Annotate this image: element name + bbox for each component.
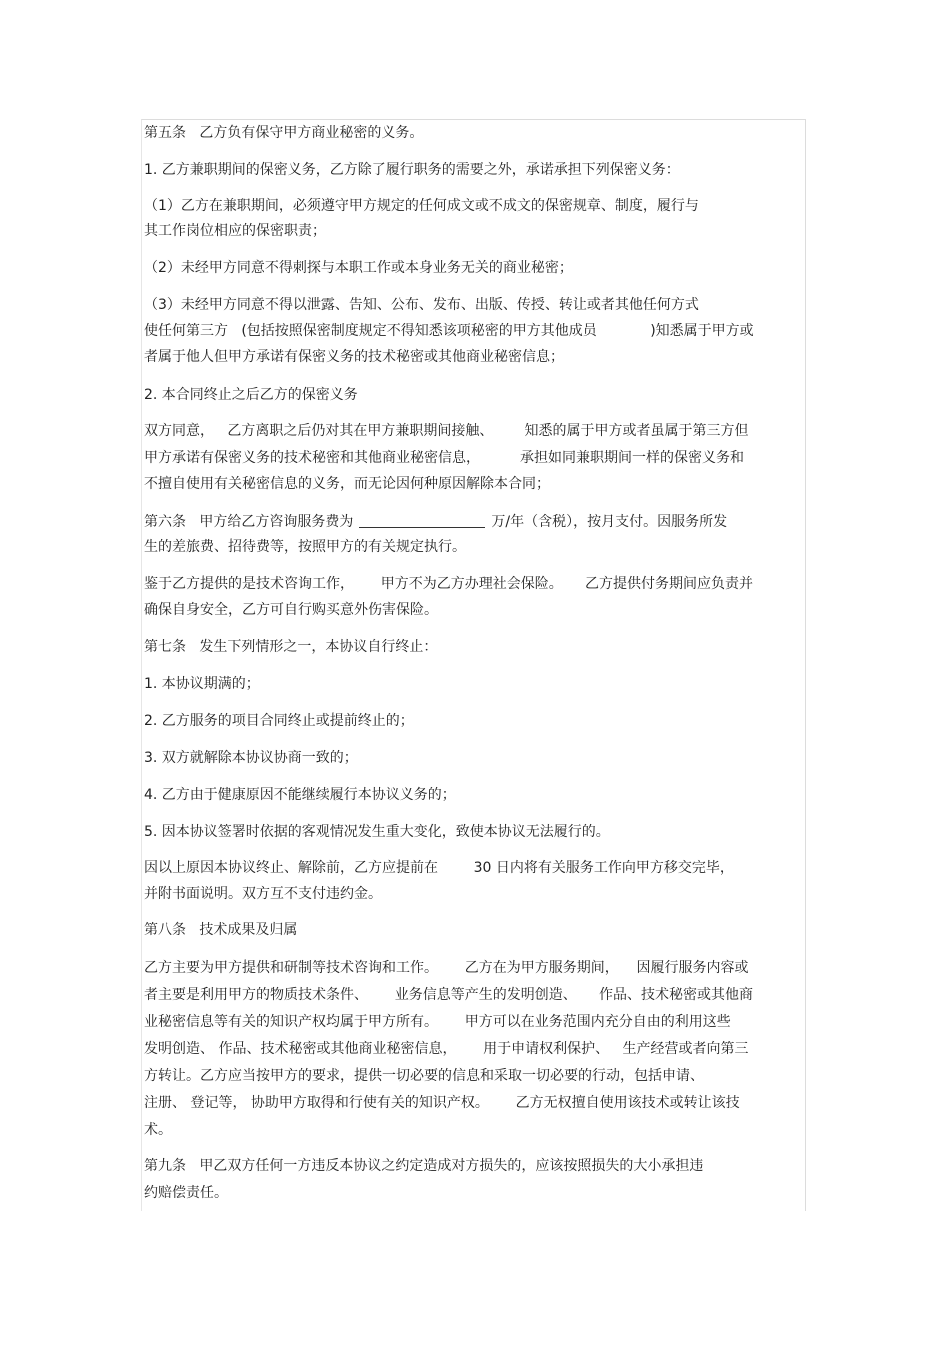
article-7-title: 第七条 发生下列情形之一，本协议自行终止： (144, 639, 438, 655)
article-6-line1 (144, 511, 727, 532)
clause-5-2-text-line3: 不擅自使用有关秘密信息的义务，而无论因何种原因解除本合同； (144, 476, 550, 492)
clause-5-2-text-line1: 双方同意， 乙方离职之后仍对其在甲方兼职期间接触、 知悉的属于甲方或者虽属于第三方但 (144, 423, 749, 439)
article-8-line4: 发明创造、 作品、技术秘密或其他商业秘密信息， 用于申请权利保护、 生产经营或者向第三 (144, 1041, 749, 1057)
termination-note-line1: 因以上原因本协议终止、解除前，乙方应提前在 30 日内将有关服务工作向甲方移交完毕， (144, 860, 734, 876)
insurance-line2: 确保自身安全，乙方可自行购买意外伤害保险。 (144, 602, 438, 618)
termination-note-line2: 并附书面说明。双方互不支付违约金。 (144, 886, 382, 902)
article-8-title: 第八条 技术成果及归属 (144, 922, 298, 938)
article-7-item-3: 3. 双方就解除本协议协商一致的； (144, 750, 358, 766)
clause-5-1-3-line1: （3）未经甲方同意不得以泄露、告知、公布、发布、出版、传授、转让或者其他任何方式 (144, 297, 699, 313)
clause-5-1-3-line3: 者属于他人但甲方承诺有保密义务的技术秘密或其他商业秘密信息； (144, 349, 564, 365)
fee-blank-field (359, 511, 485, 528)
article-8-line5: 方转让。乙方应当按甲方的要求，提供一切必要的信息和采取一切必要的行动，包括申请、 (144, 1068, 704, 1084)
article-5-title: 第五条 乙方负有保守甲方商业秘密的义务。 (144, 125, 424, 141)
article-8-line6: 注册、 登记等， 协助甲方取得和行使有关的知识产权。 乙方无权擅自使用该技术或转让该技 (144, 1095, 740, 1111)
article-6-prefix: 第六条 甲方给乙方咨询服务费为 (144, 514, 354, 530)
clause-5-2-text-line2: 甲方承诺有保密义务的技术秘密和其他商业秘密信息， 承担如同兼职期间一样的保密义务和 (144, 450, 745, 466)
article-6-suffix: 万/年（含税），按月支付。因服务所发 (491, 514, 728, 530)
article-8-line2: 者主要是利用甲方的物质技术条件、 业务信息等产生的发明创造、 作品、技术秘密或其他商 (144, 987, 753, 1003)
clause-5-1-1-line2: 其工作岗位相应的保密职责； (144, 223, 326, 239)
article-7-item-1: 1. 本协议期满的； (144, 676, 260, 692)
insurance-line1: 鉴于乙方提供的是技术咨询工作， 甲方不为乙方办理社会保险。 乙方提供付务期间应负责并 (144, 576, 753, 592)
clause-5-1-2: （2）未经甲方同意不得刺探与本职工作或本身业务无关的商业秘密； (144, 260, 573, 276)
article-7-item-5: 5. 因本协议签署时依据的客观情况发生重大变化，致使本协议无法履行的。 (144, 824, 610, 840)
article-9-line1: 第九条 甲乙双方任何一方违反本协议之约定造成对方损失的，应该按照损失的大小承担违 (144, 1158, 704, 1174)
article-8-line1: 乙方主要为甲方提供和研制等技术咨询和工作。 乙方在为甲方服务期间， 因履行服务内容或 (144, 960, 749, 976)
article-8-line7: 术。 (144, 1122, 172, 1138)
article-9-line2: 约赔偿责任。 (144, 1185, 228, 1201)
clause-5-1-3-line2: 使任何第三方 (包括按照保密制度规定不得知悉该项秘密的甲方其他成员 )知悉属于甲方或 (144, 323, 754, 339)
clause-5-1-1-line1: （1）乙方在兼职期间，必须遵守甲方规定的任何成文或不成文的保密规章、制度，履行与 (144, 198, 699, 214)
article-7-item-4: 4. 乙方由于健康原因不能继续履行本协议义务的； (144, 787, 456, 803)
clause-5-2: 2. 本合同终止之后乙方的保密义务 (144, 387, 358, 403)
article-8-line3: 业秘密信息等有关的知识产权均属于甲方所有。 甲方可以在业务范围内充分自由的利用这些 (144, 1014, 731, 1030)
article-7-item-2: 2. 乙方服务的项目合同终止或提前终止的； (144, 713, 414, 729)
article-6-line2: 生的差旅费、招待费等，按照甲方的有关规定执行。 (144, 539, 466, 555)
clause-5-1: 1. 乙方兼职期间的保密义务，乙方除了履行职务的需要之外，承诺承担下列保密义务： (144, 162, 680, 178)
